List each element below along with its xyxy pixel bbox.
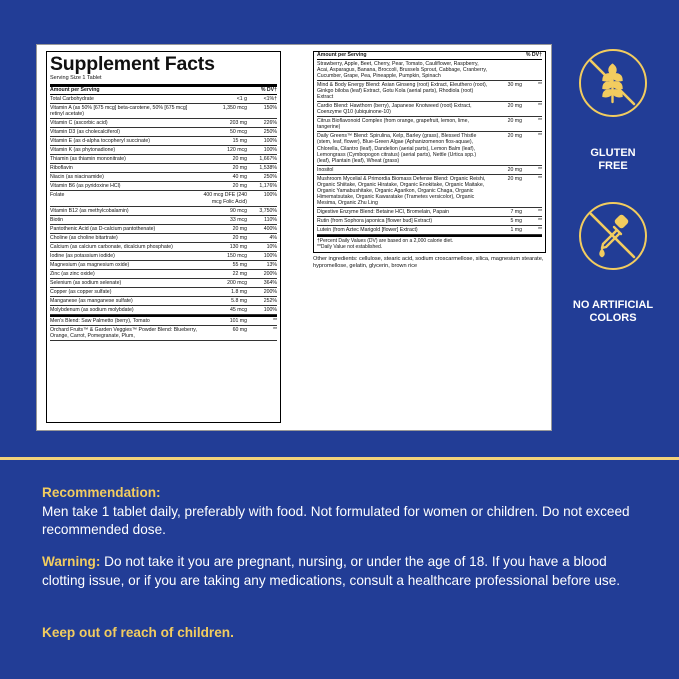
- nutrient-row: [50, 119, 277, 128]
- nutrient-row: [50, 155, 277, 164]
- nutrient-amount: 400 mcg DFE (240 mcg Folic Acid): [203, 192, 247, 205]
- nutrient-dv: **: [537, 226, 542, 233]
- nutrient-row: [50, 252, 277, 261]
- nutrient-row: [50, 216, 277, 225]
- nutrient-amount: 20 mg: [232, 156, 247, 163]
- nutrient-amount: 20 mg: [507, 175, 522, 182]
- nutrient-row: [50, 95, 277, 104]
- nutrient-row: [50, 243, 277, 252]
- nutrient-name: Pantothenic Acid (as D-calcium pantothenate): [50, 225, 156, 232]
- nutrient-amount: 22 mg: [232, 270, 247, 277]
- nutrient-dv: **: [537, 166, 542, 173]
- nutrient-dv: 200%: [263, 288, 277, 295]
- warning-heading: Warning:: [42, 554, 101, 569]
- nutrient-row: [50, 146, 277, 155]
- continued-table: [313, 51, 546, 253]
- nutrient-amount: 130 mg: [229, 243, 247, 250]
- supplement-facts-title: Supplement Facts: [50, 53, 215, 75]
- nutrient-dv: 100%: [263, 252, 277, 259]
- nutrient-row: [317, 217, 542, 226]
- no-artificial-line2: COLORS: [589, 312, 637, 324]
- nutrient-dv: 1,538%: [259, 165, 277, 172]
- nutrient-amount: 120 mcg: [227, 147, 247, 154]
- nutrient-name: Riboflavin: [50, 165, 73, 172]
- nutrient-row: [50, 297, 277, 306]
- nutrient-name: Niacin (as niacinamide): [50, 174, 104, 181]
- continued-header-row: [317, 52, 542, 60]
- nutrient-row: [50, 317, 277, 326]
- nutrient-row: [317, 166, 542, 175]
- nutrient-name: Mushroom Mycelial & Primordia Biomass Defense Blend: Organic Reishi, Organic Shiitake, Organic Hiratake, Organic Enokitake, Organic Maitake, Organic Yamabushitake, Organic Agarikon, Organic Chaga, Organic Himematsutake, Organic Kawaratake (Trametes versicolor), Organic Mesima, Organic Zhu Ling: [317, 175, 486, 207]
- nutrient-row: [317, 208, 542, 217]
- facts-rows: [50, 95, 277, 315]
- nutrient-row: [50, 225, 277, 234]
- supplement-facts-right-column: [313, 51, 546, 423]
- nutrient-dv: <1%†: [263, 95, 277, 102]
- nutrient-name: Vitamin B6 (as pyridoxine HCl): [50, 183, 121, 190]
- nutrient-name: Vitamin E (as d-alpha tocopheryl succinate): [50, 138, 150, 145]
- nutrient-name: Thiamin (as thiamin mononitrate): [50, 156, 126, 163]
- recommendation-section: [42, 484, 642, 540]
- divider-line: [0, 457, 679, 460]
- nutrient-dv: 4%: [269, 234, 277, 241]
- nutrient-dv: 252%: [263, 297, 277, 304]
- nutrient-dv: 100%: [263, 138, 277, 145]
- nutrient-amount: 30 mg: [507, 82, 522, 88]
- nutrient-amount: 20 mg: [232, 234, 247, 241]
- nutrient-row: [50, 182, 277, 191]
- nutrient-row: [50, 288, 277, 297]
- nutrient-amount: [490, 61, 526, 80]
- wheat-crossed-icon: [579, 49, 647, 117]
- nutrient-name: Vitamin K (as phytonadione): [50, 147, 116, 154]
- nutrient-row: [317, 226, 542, 235]
- nutrient-name: Strawberry, Apple, Beet, Cherry, Pear, Tomato, Cauliflower, Raspberry, Acai, Asparagus, Banana, Broccoli, Brussels Sprout, Cabbage, Cranberry, Cucumber, Grape, Pea, Pineapple, Pumpkin, Spinach: [317, 60, 488, 80]
- nutrient-amount: 90 mcg: [229, 207, 247, 214]
- nutrient-name: Vitamin D3 (as cholecalciferol): [50, 129, 120, 136]
- gluten-free-label: [560, 147, 666, 173]
- nutrient-row: [317, 102, 542, 117]
- footnote-dv: †Percent Daily Values (DV) are based on a 2,000 calorie diet.: [317, 237, 454, 244]
- nutrient-dv: **: [272, 326, 277, 333]
- nutrient-amount: 20 mg: [232, 183, 247, 190]
- nutrient-name: Molybdenum (as sodium molybdate): [50, 306, 134, 313]
- nutrient-amount: 7 mg: [510, 209, 522, 216]
- nutrient-name: Folate: [50, 192, 65, 199]
- dropper-crossed-icon: [579, 202, 647, 270]
- nutrient-name: Total Carbohydrate: [50, 95, 94, 102]
- nutrient-row: [317, 132, 542, 166]
- nutrient-dv: 1,176%: [259, 183, 277, 190]
- amount-per-serving-label: Amount per Serving: [50, 87, 100, 93]
- gluten-free-line1: GLUTEN: [590, 147, 636, 159]
- nutrient-amount: 20 mg: [507, 103, 522, 110]
- nutrient-amount: 45 mcg: [229, 306, 247, 313]
- nutrient-dv: 150%: [263, 104, 277, 111]
- nutrient-amount: 50 mcg: [229, 129, 247, 136]
- nutrient-dv: 400%: [263, 225, 277, 232]
- nutrient-dv: 10%: [266, 243, 277, 250]
- nutrient-amount: 1.8 mg: [231, 288, 247, 295]
- nutrient-name: Inositol: [317, 166, 334, 173]
- supplement-facts-left-column: [46, 51, 281, 423]
- nutrient-row: [50, 173, 277, 182]
- nutrient-amount: 5.8 mg: [231, 297, 247, 304]
- nutrient-name: Manganese (as manganese sulfate): [50, 297, 133, 304]
- nutrient-dv: **: [537, 118, 542, 125]
- nutrient-name: Cardio Blend: Hawthorn (berry), Japanese Knotweed (root) Extract, Coenzyme Q10 (ubiquinone-10): [317, 103, 472, 116]
- nutrient-dv: **: [537, 82, 542, 88]
- nutrient-name: Zinc (as zinc oxide): [50, 270, 95, 277]
- nutrient-dv: 226%: [263, 120, 277, 127]
- nutrient-amount: 1,350 mcg: [222, 104, 247, 111]
- nutrient-dv: 100%: [263, 306, 277, 313]
- gluten-free-line2: FREE: [598, 160, 628, 172]
- nutrient-dv: 250%: [263, 129, 277, 136]
- nutrient-dv: 100%: [263, 192, 277, 199]
- nutrient-dv: 200%: [263, 270, 277, 277]
- nutrient-row: [50, 128, 277, 137]
- nutrient-name: Orchard Fruits™ & Garden Veggies™ Powder Blend: Blueberry, Orange, Carrot, Pomegranate, Plum,: [50, 326, 197, 340]
- nutrient-name: Magnesium (as magnesium oxide): [50, 261, 130, 268]
- nutrient-dv: **: [537, 103, 542, 110]
- footnotes: [317, 235, 542, 252]
- nutrient-amount: 20 mg: [507, 166, 522, 173]
- nutrient-name: Lutein (from Aztec Marigold [flower] Extract): [317, 226, 418, 233]
- no-artificial-colors-label: [560, 299, 666, 325]
- nutrient-amount: 55 mg: [232, 261, 247, 268]
- nutrient-amount: <1 g: [236, 95, 247, 102]
- nutrient-name: Rutin (from Sophora japonica [flower bud] Extract): [317, 218, 433, 225]
- blend-rows: [50, 317, 277, 341]
- footnote-not-established: **Daily Value not established.: [317, 243, 383, 250]
- nutrient-dv: 13%: [266, 261, 277, 268]
- nutrient-amount: 150 mcg: [227, 252, 247, 259]
- nutrient-dv: **: [537, 209, 542, 216]
- nutrient-dv: 1,667%: [259, 156, 277, 163]
- nutrient-amount: 20 mg: [232, 165, 247, 172]
- nutrient-dv: **: [537, 218, 542, 225]
- nutrient-name: Men's Blend: Saw Palmetto (berry), Tomato: [50, 317, 150, 324]
- nutrient-dv: 110%: [264, 216, 277, 223]
- dv-header: % DV†: [260, 87, 277, 93]
- nutrient-dv: 250%: [263, 174, 277, 181]
- nutrient-amount: 15 mg: [232, 138, 247, 145]
- nutrient-amount: 60 mg: [232, 326, 247, 333]
- nutrient-row: [317, 175, 542, 209]
- nutrient-dv: 364%: [263, 279, 277, 286]
- nutrient-name: Calcium (as calcium carbonate, dicalcium phosphate): [50, 243, 173, 250]
- nutrient-name: Choline (as choline bitartrate): [50, 234, 118, 241]
- nutrient-dv: **: [537, 175, 542, 182]
- nutrient-row: [50, 191, 277, 206]
- nutrient-dv: [526, 61, 542, 80]
- nutrient-dv: **: [537, 133, 542, 140]
- nutrient-amount: 20 mg: [507, 118, 522, 125]
- continued-rows: [317, 60, 542, 235]
- recommendation-body: Men take 1 tablet daily, preferably with food. Not formulated for women or children. Do not exceed recommended dose.: [42, 503, 630, 537]
- nutrient-amount: 101 mg: [229, 317, 247, 324]
- nutrient-amount: 40 mg: [232, 174, 247, 181]
- nutrient-row: [50, 234, 277, 243]
- nutrient-amount: 33 mcg: [229, 216, 247, 223]
- nutrient-row: [50, 279, 277, 288]
- nutrient-name: Selenium (as sodium selenate): [50, 279, 122, 286]
- nutrient-row: [50, 207, 277, 216]
- warning-section: [42, 553, 642, 590]
- keep-out-of-reach: Keep out of reach of children.: [42, 625, 234, 640]
- serving-size: Serving Size 1 Tablet: [50, 75, 102, 81]
- nutrient-amount: 1 mg: [510, 226, 522, 233]
- continued-amount-label: Amount per Serving: [317, 52, 367, 58]
- nutrient-dv: 100%: [263, 147, 277, 154]
- nutrient-amount: 200 mcg: [227, 279, 247, 286]
- no-artificial-line1: NO ARTIFICIAL: [572, 299, 654, 311]
- nutrient-name: Vitamin B12 (as methylcobalamin): [50, 207, 129, 214]
- nutrient-name: Vitamin A (as 50% [675 mcg] beta-carotene, 50% [675 mcg] retinyl acetate): [50, 104, 188, 118]
- nutrient-amount: 20 mg: [507, 133, 522, 140]
- facts-header-row: [50, 87, 277, 95]
- nutrient-row: [50, 137, 277, 146]
- nutrient-row: [317, 117, 542, 132]
- nutrient-name: Daily Greens™ Blend: Spirulina, Kelp, Barley (grass), Blessed Thistle (stem, leaf, flower), Blue-Green Algae (Aphanizomenon flos-aquae), Chlorella, Cilantro (leaf), Dandelion (aerial parts), Lemon Balm (leaf), Lemongrass (Cymbopogon citratus) (aerial parts), Nettle (Urtica spp.) (leaf), Plantain (leaf), Wheat (grass): [317, 133, 477, 165]
- nutrient-row: [50, 104, 277, 119]
- nutrient-dv: 3,750%: [259, 207, 277, 214]
- continued-dv-header: % DV†: [525, 52, 542, 58]
- nutrient-amount: 5 mg: [510, 218, 522, 225]
- nutrient-dv: **: [272, 317, 277, 324]
- nutrient-row: [50, 270, 277, 279]
- nutrient-name: Mind & Body Energy Blend: Asian Ginseng (root) Extract, Eleuthero (root), Ginkgo biloba (leaf) Extract, Gotu Kola (aerial parts), Rhodiola (root) Extract: [317, 82, 488, 101]
- nutrient-row: [317, 81, 542, 102]
- nutrient-row: [317, 60, 542, 81]
- nutrient-name: Copper (as copper sulfate): [50, 288, 112, 295]
- nutrient-row: [50, 261, 277, 270]
- nutrient-amount: 20 mg: [232, 225, 247, 232]
- nutrient-name: Digestive Enzyme Blend: Betaine HCl, Bromelain, Papain: [317, 209, 450, 216]
- other-ingredients: Other ingredients: cellulose, stearic acid, sodium croscarmellose, silica, magnesium stearate, hypromellose, gelatin, glycerin, brown rice: [313, 255, 544, 269]
- nutrient-row: [50, 164, 277, 173]
- nutrient-name: Vitamin C (ascorbic acid): [50, 120, 108, 127]
- nutrient-name: Citrus Bioflavonoid Complex (from orange, grapefruit, lemon, lime, tangerine): [317, 118, 469, 131]
- nutrient-name: Biotin: [50, 216, 63, 223]
- supplement-facts-panel: [36, 44, 552, 431]
- nutrient-name: Iodine (as potassium iodide): [50, 252, 115, 259]
- nutrient-row: [50, 326, 277, 341]
- nutrient-row: [50, 306, 277, 315]
- warning-body: Do not take it you are pregnant, nursing, or under the age of 18. If you have a blood clotting issue, or if you are taking any medications, consult a healthcare professional before use.: [42, 554, 621, 588]
- recommendation-heading: Recommendation:: [42, 485, 161, 500]
- nutrient-amount: 203 mg: [229, 120, 247, 127]
